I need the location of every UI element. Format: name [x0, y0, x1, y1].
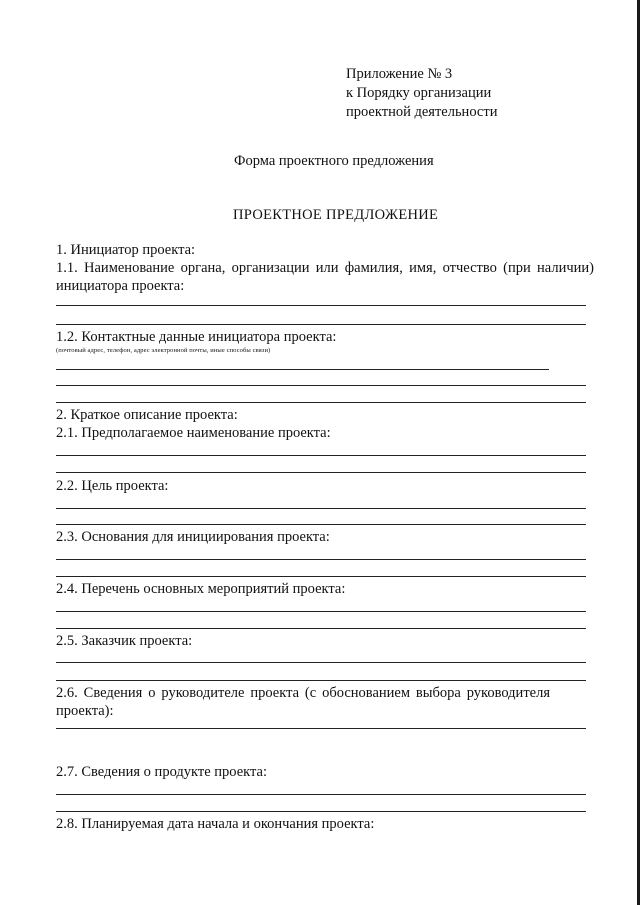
section-2-1-answer-line-2[interactable] — [56, 472, 586, 473]
document-title: ПРОЕКТНОЕ ПРЕДЛОЖЕНИЕ — [233, 207, 439, 223]
section-2-2-answer-line-1[interactable] — [56, 508, 586, 509]
section-2-6-label: 2.6. Сведения о руководителе проекта (с обоснованием выбора руководителя — [56, 685, 550, 701]
section-2-3-answer-line-2[interactable] — [56, 576, 586, 577]
section-2-3-answer-line-1[interactable] — [56, 559, 586, 560]
section-1-1-answer-line-1[interactable] — [56, 305, 586, 306]
section-1-1-answer-line-2[interactable] — [56, 324, 586, 325]
section-2-1-answer-line-1[interactable] — [56, 455, 586, 456]
section-2-3-label: 2.3. Основания для инициирования проекта: — [56, 529, 330, 545]
form-title: Форма проектного предложения — [234, 153, 434, 169]
section-2-4-answer-line-1[interactable] — [56, 611, 586, 612]
section-2-heading: 2. Краткое описание проекта: — [56, 407, 238, 423]
appendix-number: Приложение № 3 — [346, 66, 453, 82]
appendix-reference-cont: проектной деятельности — [346, 104, 498, 120]
section-2-5-label: 2.5. Заказчик проекта: — [56, 633, 193, 649]
section-2-7-answer-line-2[interactable] — [56, 811, 586, 812]
section-1-heading: 1. Инициатор проекта: — [56, 242, 196, 258]
section-2-2-label: 2.2. Цель проекта: — [56, 478, 169, 494]
appendix-reference: к Порядку организации — [346, 85, 492, 101]
section-2-4-label: 2.4. Перечень основных мероприятий проекта: — [56, 581, 346, 597]
section-1-2-answer-line-1[interactable] — [56, 369, 549, 370]
section-1-1-label: 1.1. Наименование органа, организации или фамилия, имя, отчество (при наличии) — [56, 260, 594, 276]
section-2-7-label: 2.7. Сведения о продукте проекта: — [56, 764, 267, 780]
section-2-5-answer-line-2[interactable] — [56, 680, 586, 681]
section-1-1-label-cont: инициатора проекта: — [56, 278, 185, 294]
section-2-6-label-cont: проекта): — [56, 703, 114, 719]
section-2-8-label: 2.8. Планируемая дата начала и окончания проекта: — [56, 816, 375, 832]
section-2-4-answer-line-2[interactable] — [56, 628, 586, 629]
section-1-2-answer-line-2[interactable] — [56, 385, 586, 386]
section-1-2-answer-line-3[interactable] — [56, 402, 586, 403]
section-2-7-answer-line-1[interactable] — [56, 794, 586, 795]
section-2-1-label: 2.1. Предполагаемое наименование проекта: — [56, 425, 331, 441]
section-1-2-hint: (почтовый адрес, телефон, адрес электронной почты, иные способы связи) — [56, 347, 271, 354]
section-2-6-answer-line-1[interactable] — [56, 728, 586, 729]
section-2-5-answer-line-1[interactable] — [56, 662, 586, 663]
section-1-2-label: 1.2. Контактные данные инициатора проекта: — [56, 329, 337, 345]
section-2-2-answer-line-2[interactable] — [56, 524, 586, 525]
